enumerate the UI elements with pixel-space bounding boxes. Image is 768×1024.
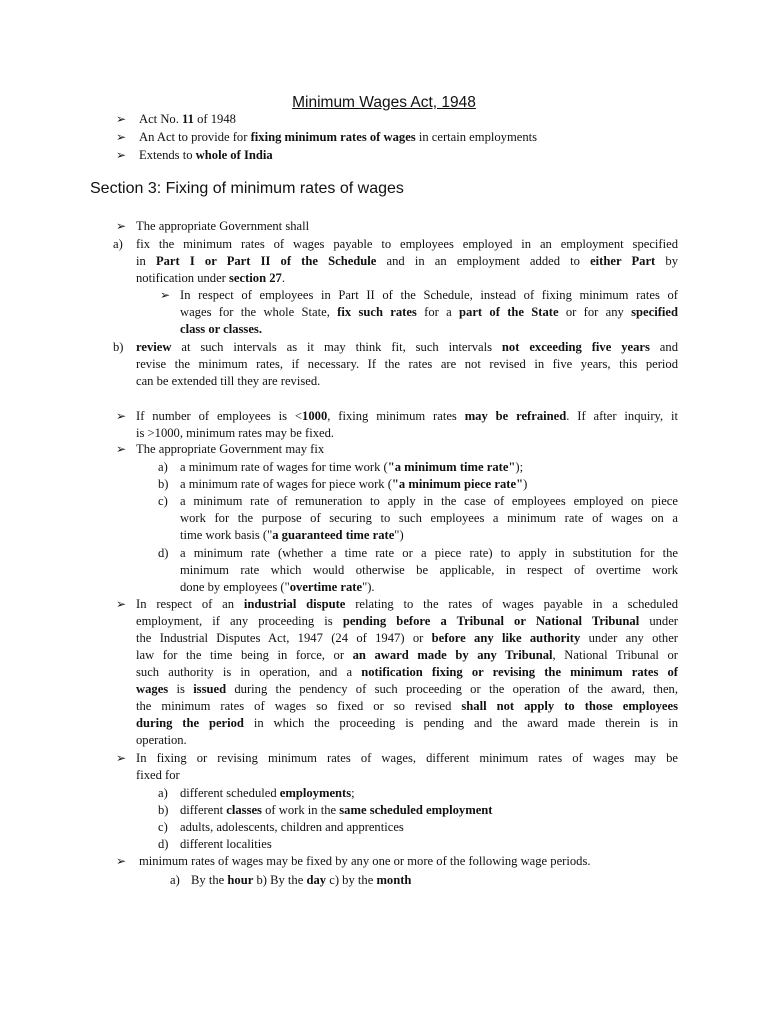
sub-bullet-line-2: wages for the whole State, fix such rates for a part of the State or for any specified — [180, 305, 678, 319]
item-a-line-2: in Part I or Part II of the Schedule and in an employment added to either Part by — [136, 254, 678, 268]
dispute-line-8: during the period in which the proceeding is pending and the award made therein is in — [136, 716, 679, 730]
govt-may-fix-line: The appropriate Government may fix — [136, 442, 325, 456]
dispute-line-6: wages is issued during the pendency of such proceeding or the operation of the award, then, — [136, 682, 679, 696]
item-label: b) — [113, 340, 124, 354]
item-label: c) — [158, 820, 168, 834]
item-b-line-1: review at such intervals as it may think fit, such intervals not exceeding five years and — [136, 340, 678, 354]
item-label: b) — [158, 477, 169, 491]
arrowhead-bullet-icon: ➢ — [160, 288, 171, 302]
dispute-line-2: employment, if any proceeding is pending before a Tribunal or National Tribunal under — [136, 614, 679, 628]
item-a-line-3: notification under section 27. — [136, 271, 286, 285]
sub-bullet-line-1: In respect of employees in Part II of the Schedule, instead of fixing minimum rates of — [180, 288, 678, 302]
section-heading: Section 3: Fixing of minimum rates of wages — [90, 180, 404, 197]
govt-shall-line: The appropriate Government shall — [136, 219, 310, 233]
overtime-rate-line-1: a minimum rate (whether a time rate or a piece rate) to apply in substitution for the — [180, 546, 678, 560]
item-label: d) — [158, 546, 169, 560]
sub-bullet-line-3: class or classes. — [180, 322, 262, 336]
wage-periods-options: By the hour b) By the day c) by the month — [191, 873, 412, 887]
arrowhead-bullet-icon: ➢ — [116, 442, 127, 456]
dispute-line-3: the Industrial Disputes Act, 1947 (24 of 1947) or before any like authority under any other — [136, 631, 678, 645]
arrowhead-bullet-icon: ➢ — [116, 854, 127, 868]
different-rates-line-2: fixed for — [136, 768, 180, 782]
adults-line: adults, adolescents, children and apprentices — [180, 820, 404, 834]
piece-rate-line: a minimum rate of wages for piece work ("a minimum piece rate") — [180, 477, 528, 491]
item-b-line-3: can be extended till they are revised. — [136, 374, 321, 388]
dispute-line-7: the minimum rates of wages so fixed or so revised shall not apply to those employees — [136, 699, 678, 713]
item-label: c) — [158, 494, 168, 508]
classes-of-work-line: different classes of work in the same scheduled employment — [180, 803, 493, 817]
arrowhead-bullet-icon: ➢ — [116, 130, 127, 144]
overtime-rate-line-2: minimum rate which would otherwise be applicable, in respect of overtime work — [180, 563, 678, 577]
arrowhead-bullet-icon: ➢ — [116, 148, 127, 162]
guaranteed-rate-line-3: time work basis ("a guaranteed time rate") — [180, 528, 404, 542]
arrowhead-bullet-icon: ➢ — [116, 112, 127, 126]
item-label: a) — [158, 786, 168, 800]
item-a-line-1: fix the minimum rates of wages payable to employees employed in an employment specified — [136, 237, 678, 251]
overtime-rate-line-3: done by employees ("overtime rate"). — [180, 580, 375, 594]
employee-count-line-1: If number of employees is <1000, fixing minimum rates may be refrained. If after inquiry, it — [136, 409, 679, 423]
dispute-line-5: such authority is in operation, and a notification fixing or revising the minimum rates of — [136, 665, 678, 679]
arrowhead-bullet-icon: ➢ — [116, 597, 127, 611]
item-b-line-2: revise the minimum rates, if necessary. If the rates are not revised in five years, this period — [136, 357, 678, 371]
item-label: a) — [158, 460, 168, 474]
employee-count-line-2: is >1000, minimum rates may be fixed. — [136, 426, 335, 440]
act-number-line: Act No. 11 of 1948 — [139, 112, 236, 126]
dispute-line-4: law for the time being in force, or an award made by any Tribunal, National Tribunal or — [136, 648, 678, 662]
dispute-line-1: In respect of an industrial dispute relating to the rates of wages payable in a scheduled — [136, 597, 678, 611]
item-label: a) — [113, 237, 123, 251]
act-purpose-line: An Act to provide for fixing minimum rates of wages in certain employments — [139, 130, 538, 144]
act-extent-line: Extends to whole of India — [139, 148, 273, 162]
arrowhead-bullet-icon: ➢ — [116, 219, 127, 233]
wage-periods-line: minimum rates of wages may be fixed by any one or more of the following wage periods. — [139, 854, 591, 868]
guaranteed-rate-line-2: work for the purpose of securing to such employees a minimum rate of wages on a — [180, 511, 678, 525]
arrowhead-bullet-icon: ➢ — [116, 409, 127, 423]
scheduled-employments-line: different scheduled employments; — [180, 786, 355, 800]
guaranteed-rate-line-1: a minimum rate of remuneration to apply in the case of employees employed on piece — [180, 494, 678, 508]
item-label: b) — [158, 803, 169, 817]
page-title: Minimum Wages Act, 1948 — [292, 94, 476, 111]
time-rate-line: a minimum rate of wages for time work ("a minimum time rate"); — [180, 460, 524, 474]
item-label: d) — [158, 837, 169, 851]
arrowhead-bullet-icon: ➢ — [116, 751, 127, 765]
different-rates-line-1: In fixing or revising minimum rates of wages, different minimum rates of wages may be — [136, 751, 678, 765]
dispute-line-9: operation. — [136, 733, 187, 747]
localities-line: different localities — [180, 837, 272, 851]
item-label: a) — [170, 873, 180, 887]
